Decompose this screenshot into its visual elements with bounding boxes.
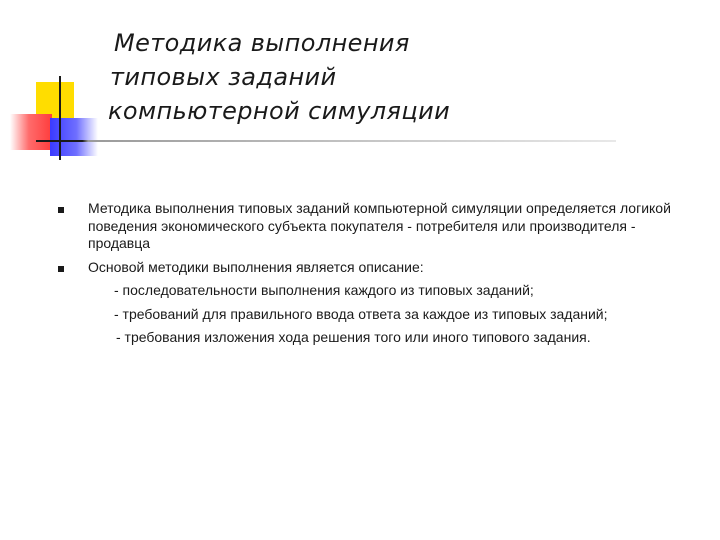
slide-body [56, 200, 696, 347]
bullet-text: Основой методики выполнения является описание: [88, 258, 424, 275]
sub-item: - требования изложения хода решения того или иного типового задания. [116, 329, 591, 345]
bullet-text: Методика выполнения типовых заданий компьютерной симуляции определяется логикой поведения экономического субъекта покупателя - потребителя или производителя - продавца [88, 200, 671, 251]
decorative-red-square [10, 114, 52, 150]
title-line-2: типовых заданий [110, 63, 337, 91]
bullet-item [56, 259, 696, 277]
square-bullet-icon [58, 207, 64, 213]
bullet-item [56, 200, 696, 253]
decorative-vertical-line [59, 76, 61, 160]
title-line-1: Методика выполнения [114, 29, 410, 57]
title-line-3: компьютерной симуляции [108, 97, 451, 125]
sub-item: - последовательности выполнения каждого из типовых заданий; [114, 282, 534, 298]
decorative-horizontal-rule [36, 140, 616, 142]
slide-title [108, 26, 668, 128]
square-bullet-icon [58, 266, 64, 272]
decorative-yellow-square [36, 82, 74, 118]
sub-item: - требований для правильного ввода ответа за каждое из типовых заданий; [114, 305, 608, 322]
decorative-blue-square [50, 118, 98, 156]
